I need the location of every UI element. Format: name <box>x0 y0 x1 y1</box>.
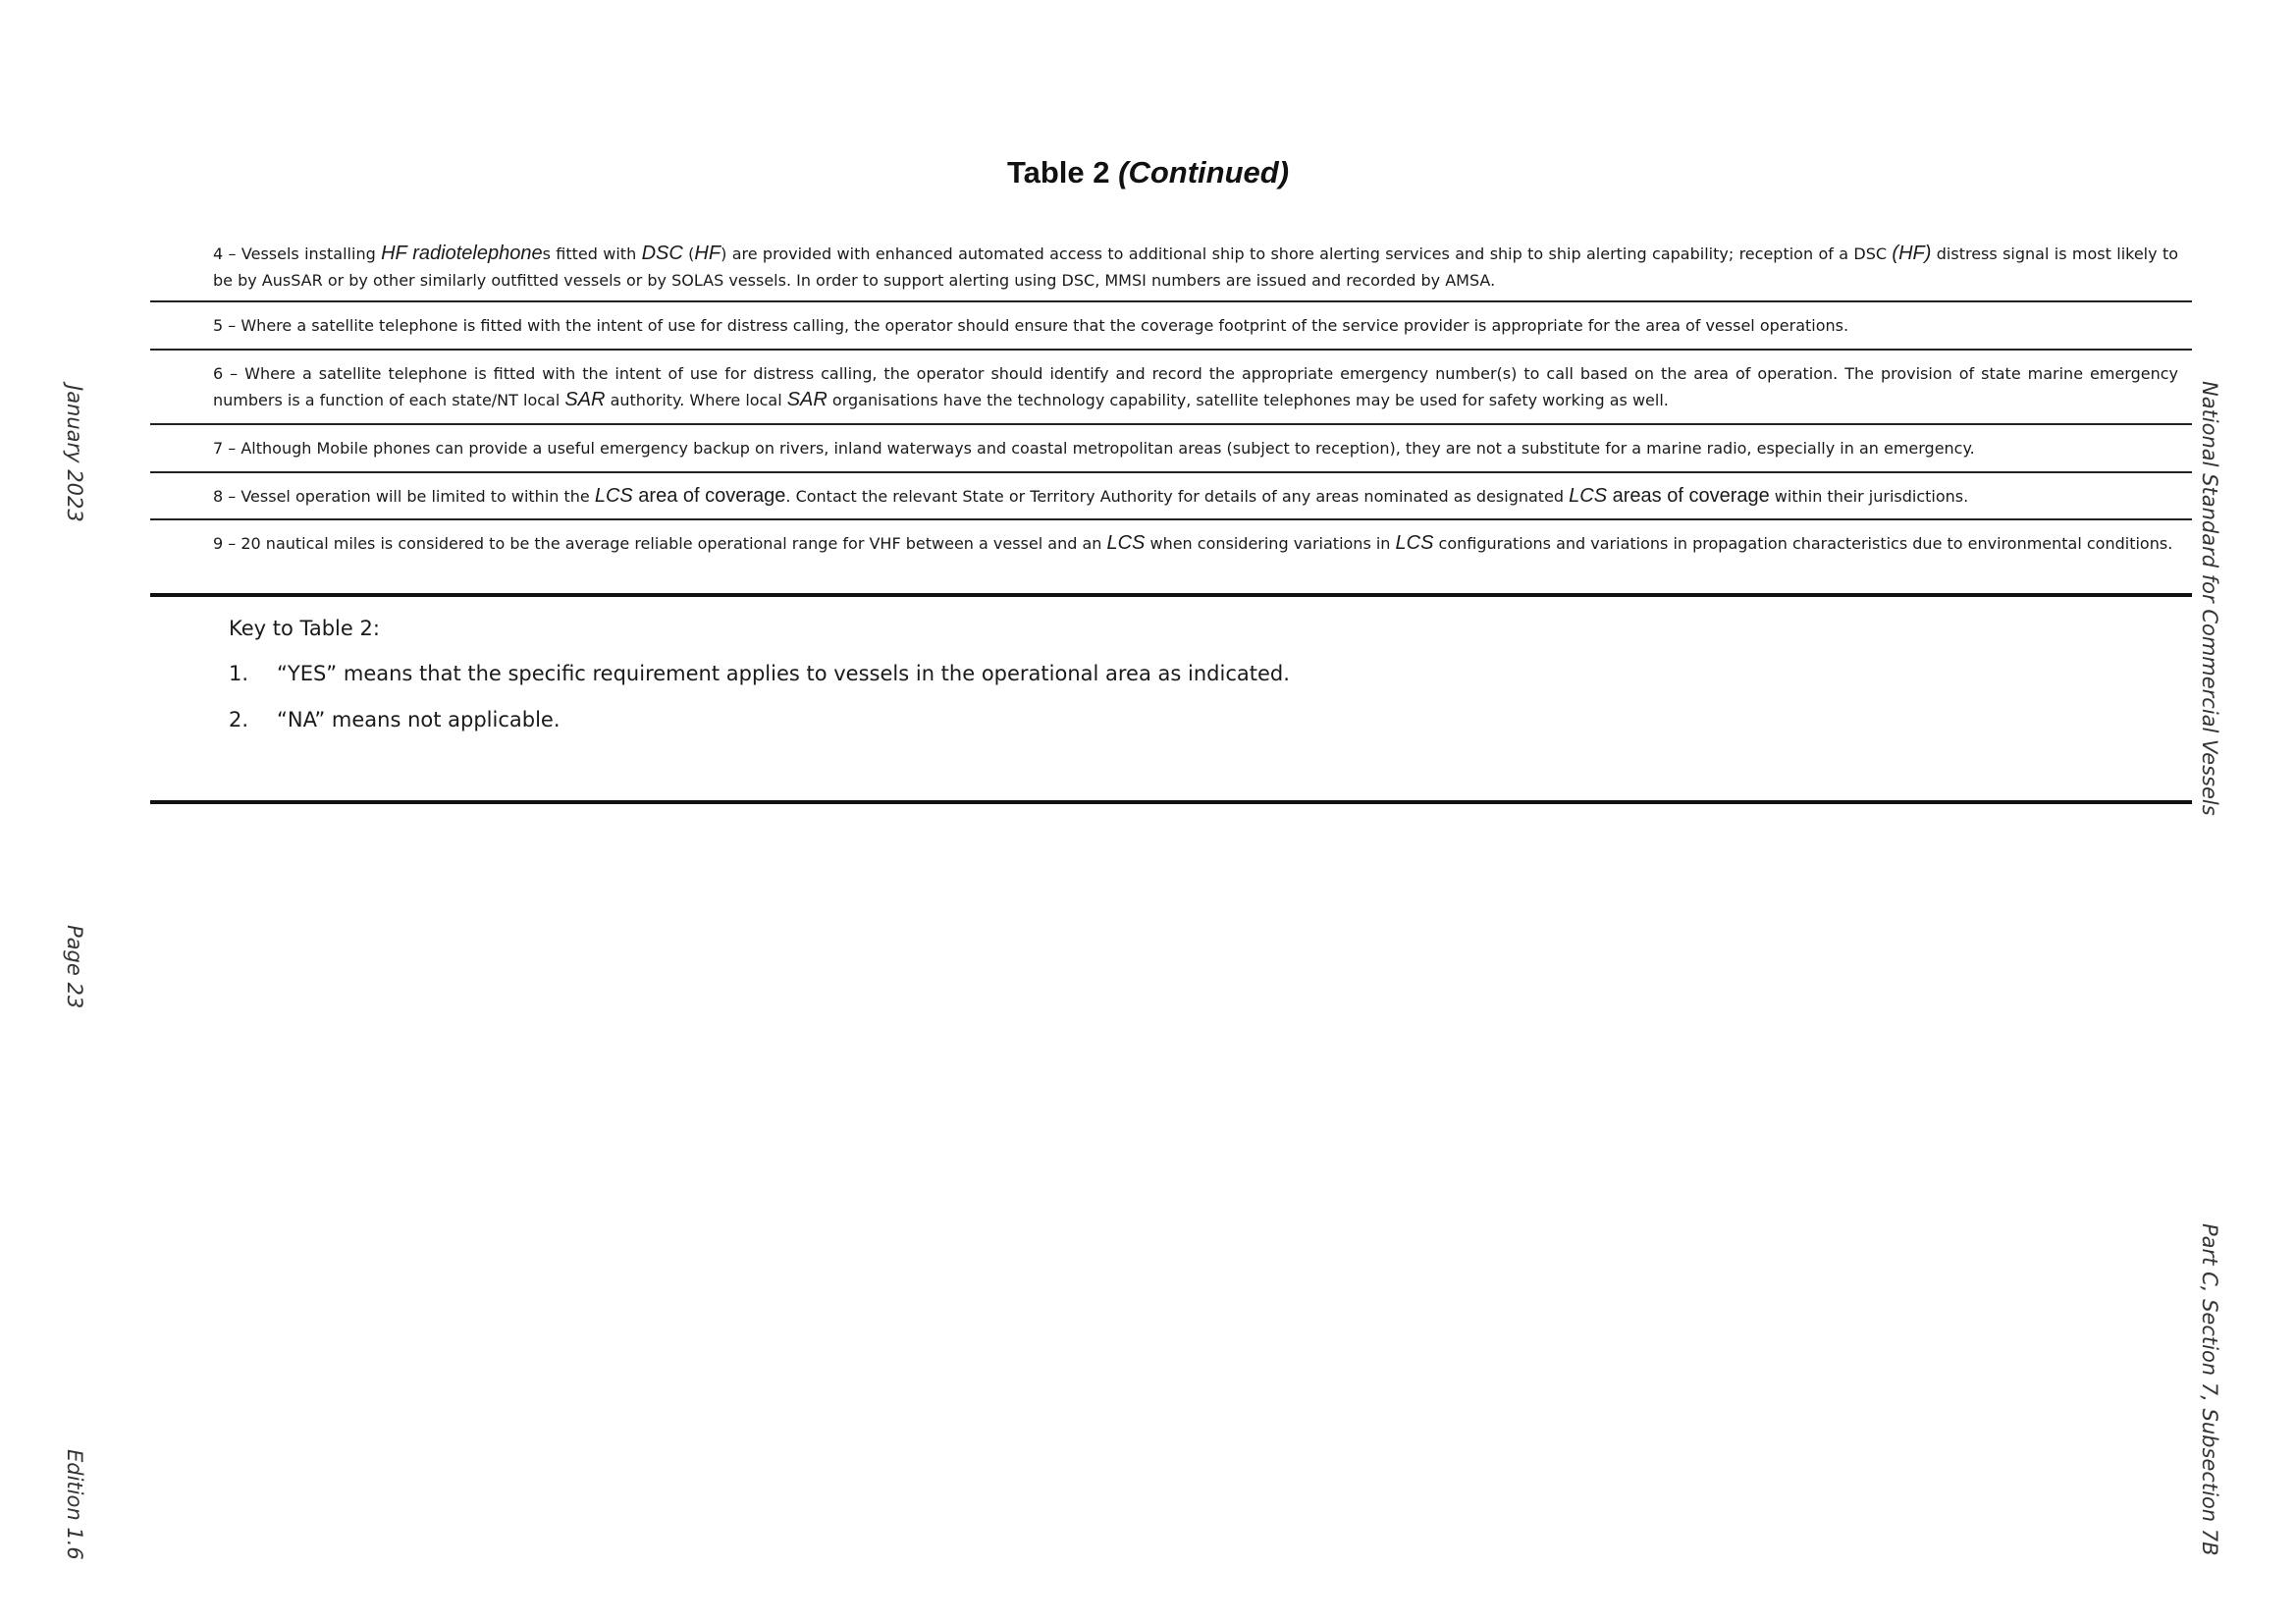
note-4-text-a: 4 – Vessels installing <box>213 244 382 263</box>
note-8-text-g: within their jurisdictions. <box>1769 487 1969 506</box>
note-8 <box>150 473 2192 520</box>
note-9-text-e: configurations and variations in propagation characteristics due to environmental conditions. <box>1433 534 2173 553</box>
note-4-text-c: s fitted with <box>542 244 642 263</box>
margin-page-number: Page 23 <box>63 925 86 1009</box>
note-4-text-e: ( <box>682 244 695 263</box>
key-item-1 <box>229 662 1290 685</box>
note-6 <box>150 351 2192 425</box>
note-4-text-g: ) are provided with enhanced automated access to additional ship to shore alerting services and ship to ship alerting capability; reception of a DSC <box>721 244 1893 263</box>
note-8-text-d: . Contact the relevant State or Territory Authority for details of any areas nominated as designated <box>785 487 1570 506</box>
key-heading: Key to Table 2: <box>229 617 380 640</box>
table-key <box>229 617 1290 754</box>
margin-edition: Edition 1.6 <box>63 1449 86 1560</box>
note-5: 5 – Where a satellite telephone is fitted with the intent of use for distress calling, the operator should ensure that the coverage footprint of the service provider is appropriate for the area of vessel operations. <box>150 302 2192 351</box>
note-9-term-lcs: LCS <box>1106 532 1146 554</box>
note-6-term-sar: SAR <box>564 389 606 410</box>
key-item-text: “YES” means that the specific requirement applies to vessels in the operational area as indicated. <box>277 662 1290 685</box>
margin-section: Part C, Section 7, Subsection 7B <box>2198 1223 2221 1556</box>
key-item-text: “NA” means not applicable. <box>277 708 561 731</box>
note-8-term-lcs: LCS <box>594 485 633 507</box>
note-4-term-hf-radiotelephone: HF radiotelephone <box>381 243 543 264</box>
note-9-term-lcs-2: LCS <box>1395 532 1434 554</box>
key-item-number: 1. <box>229 662 249 685</box>
note-6-text-e: organisations have the technology capability, satellite telephones may be used for safety working as well. <box>827 391 1669 409</box>
note-6-text-c: authority. Where local <box>605 391 787 409</box>
table-title-main: Table 2 <box>1006 155 1110 189</box>
table-notes <box>150 236 2192 597</box>
note-7: 7 – Although Mobile phones can provide a useful emergency backup on rivers, inland waterways and coastal metropolitan areas (subject to reception), they are not a substitute for a marine radio, especially in an emergency. <box>150 425 2192 473</box>
note-4 <box>150 236 2192 302</box>
note-9-text-a: 9 – 20 nautical miles is considered to be the average reliable operational range for VHF between a vessel and an <box>213 534 1107 553</box>
note-9-text-c: when considering variations in <box>1145 534 1396 553</box>
section-divider <box>150 800 2192 804</box>
note-4-text-i: distress signal is most likely to be by AusSAR or by other similarly outfitted vessels or by SOLAS vessels. In order to support alerting using DSC, MMSI numbers are issued and recorded by AMSA. <box>213 244 2179 290</box>
note-4-term-dsc: DSC <box>641 243 683 264</box>
margin-date: January 2023 <box>63 385 86 522</box>
key-item-number: 2. <box>229 708 249 731</box>
note-8-text-a: 8 – Vessel operation will be limited to within the <box>213 487 595 506</box>
note-8-term-lcs-2: LCS <box>1569 485 1608 507</box>
note-9 <box>150 520 2192 597</box>
note-4-term-hf: HF <box>694 243 721 264</box>
table-title-continued: (Continued) <box>1118 155 1290 189</box>
note-6-text-a: 6 – Where a satellite telephone is fitted with the intent of use for distress calling, the operator should identify and record the appropriate emergency number(s) to call based on the area of operation. The provision of state marine emergency numbers is a function of each state/NT local <box>213 364 2178 409</box>
table-title <box>0 155 2296 190</box>
margin-document-title: National Standard for Commercial Vessels <box>2198 381 2221 816</box>
note-8-term-areas-of-coverage: areas of coverage <box>1607 485 1770 507</box>
note-4-term-hf-2: (HF) <box>1892 243 1932 264</box>
note-6-term-sar-2: SAR <box>786 389 828 410</box>
note-8-term-area-of-coverage: area of coverage <box>632 485 786 507</box>
key-item-2 <box>229 708 1290 731</box>
